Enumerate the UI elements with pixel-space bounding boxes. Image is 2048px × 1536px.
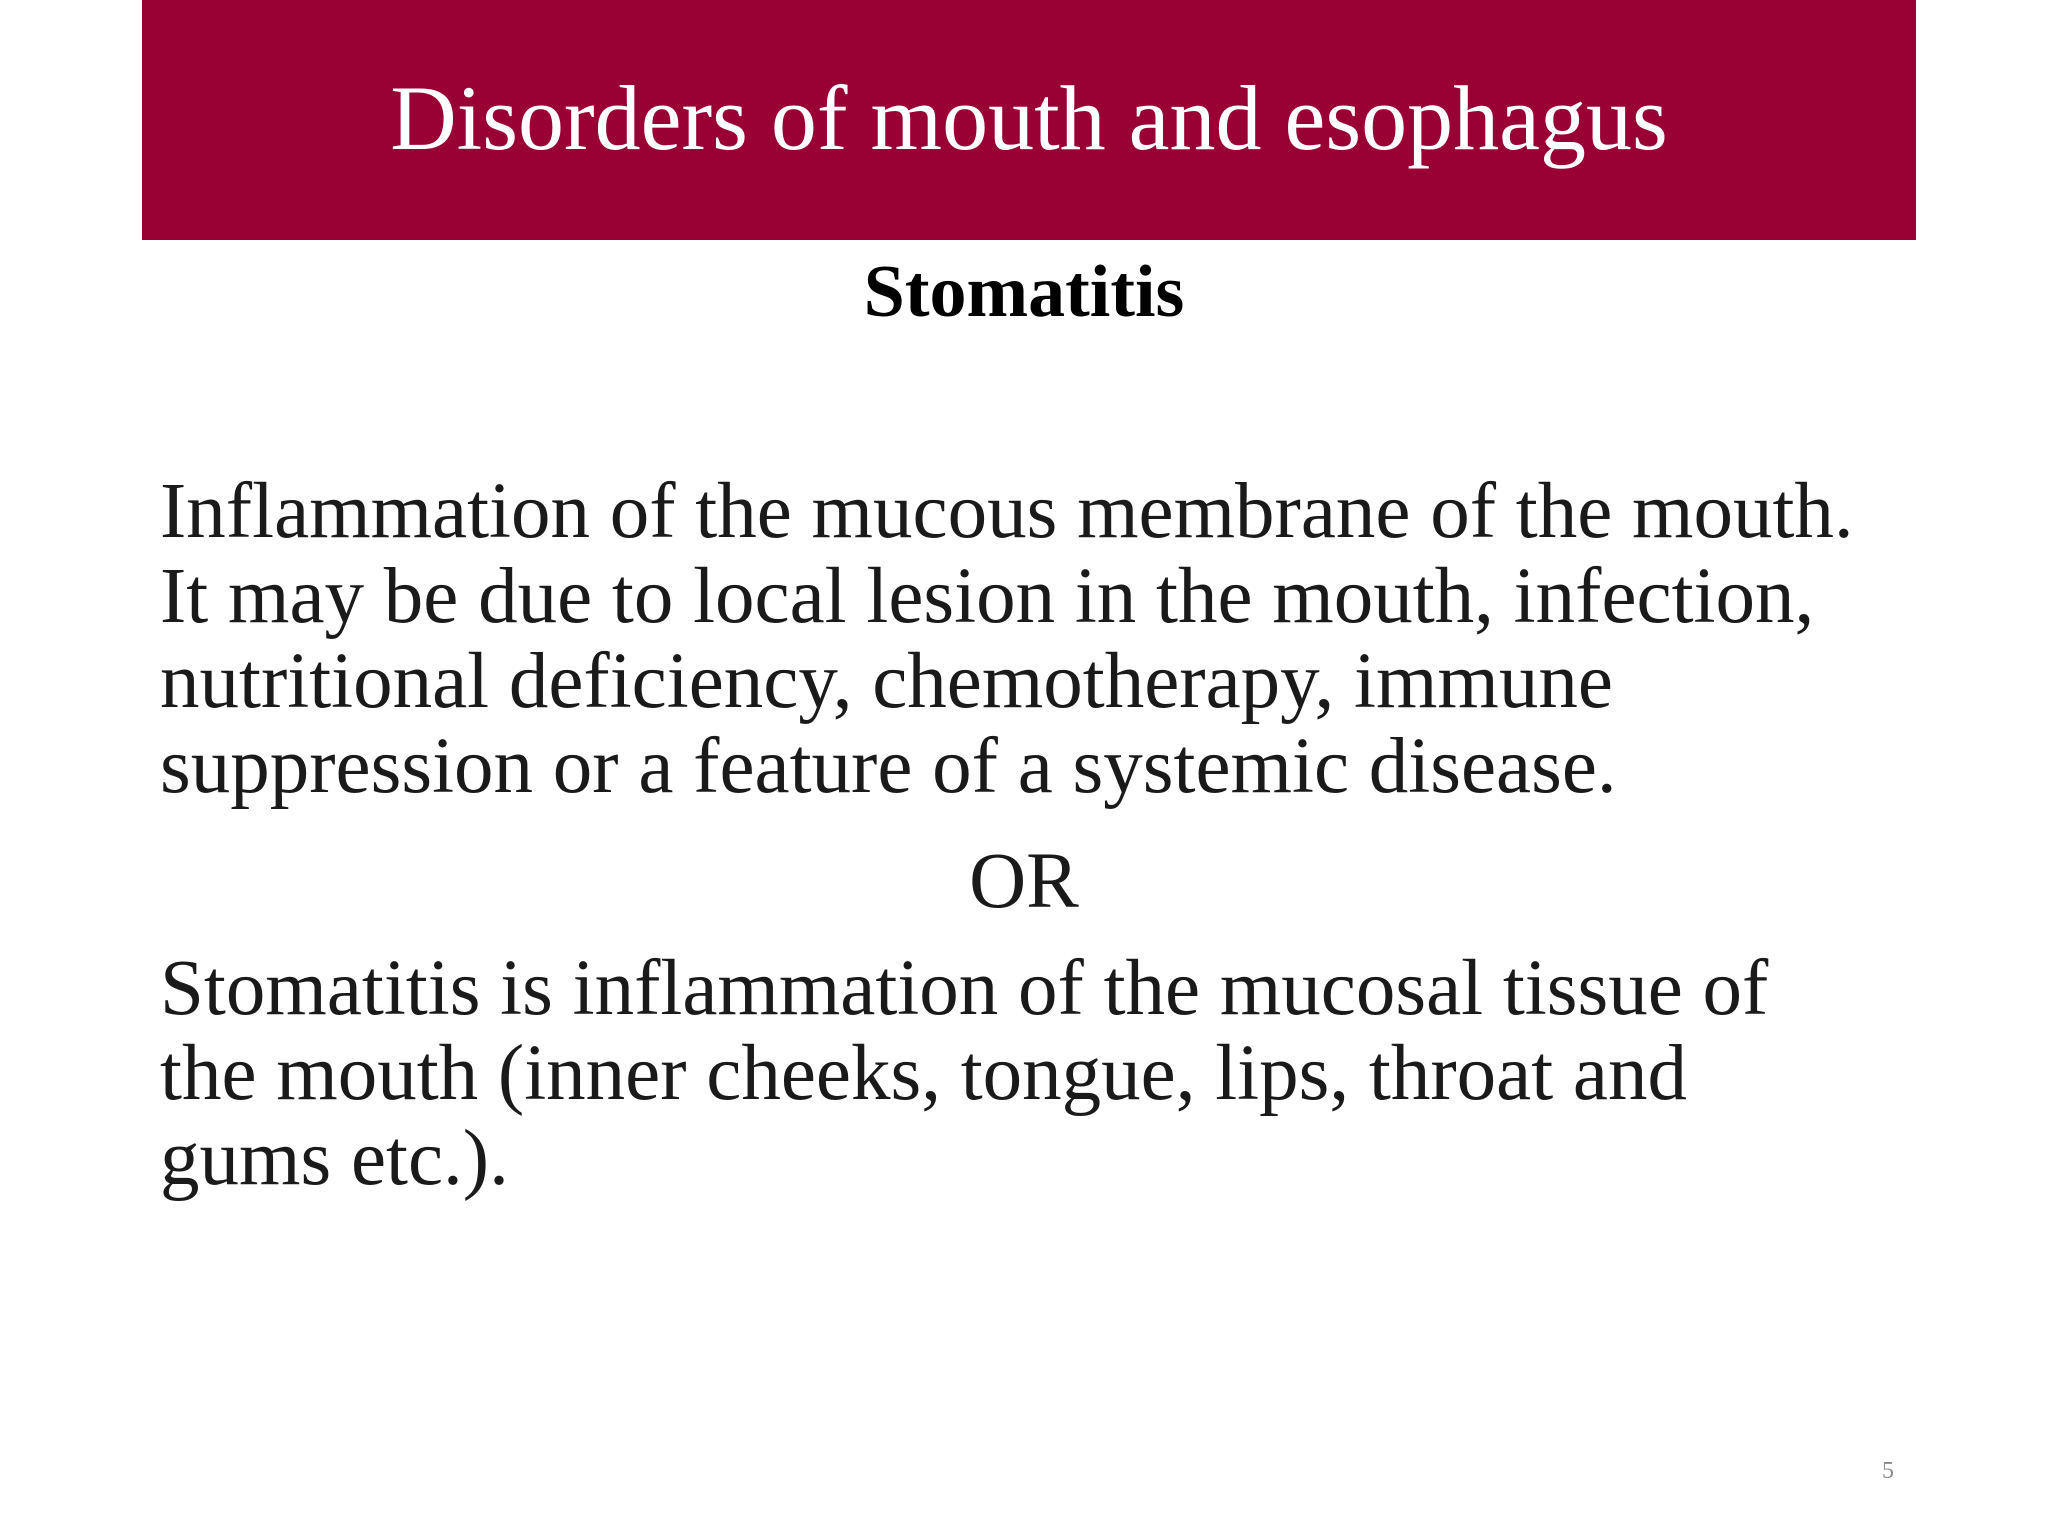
paragraph-line: the mouth (inner cheeks, tongue, lips, throat and: [160, 1030, 1687, 1117]
title-bar: [142, 0, 1916, 240]
page-number: 5: [1882, 1458, 1894, 1484]
or-separator: OR: [969, 838, 1079, 925]
slide-subtitle: Stomatitis: [863, 251, 1185, 333]
paragraph-line: nutritional deficiency, chemotherapy, immune: [160, 638, 1613, 725]
paragraph-line: It may be due to local lesion in the mouth, infection,: [160, 553, 1815, 640]
paragraph-line: suppression or a feature of a systemic disease.: [160, 723, 1617, 810]
paragraph-line: Inflammation of the mucous membrane of the mouth.: [160, 468, 1854, 555]
slide-title: Disorders of mouth and esophagus: [390, 67, 1668, 169]
paragraph-line: Stomatitis is inflammation of the mucosal tissue of: [160, 945, 1769, 1032]
definition-paragraph-1: [160, 469, 1920, 809]
definition-paragraph-2: [160, 946, 1920, 1201]
paragraph-line: gums etc.).: [160, 1115, 509, 1202]
